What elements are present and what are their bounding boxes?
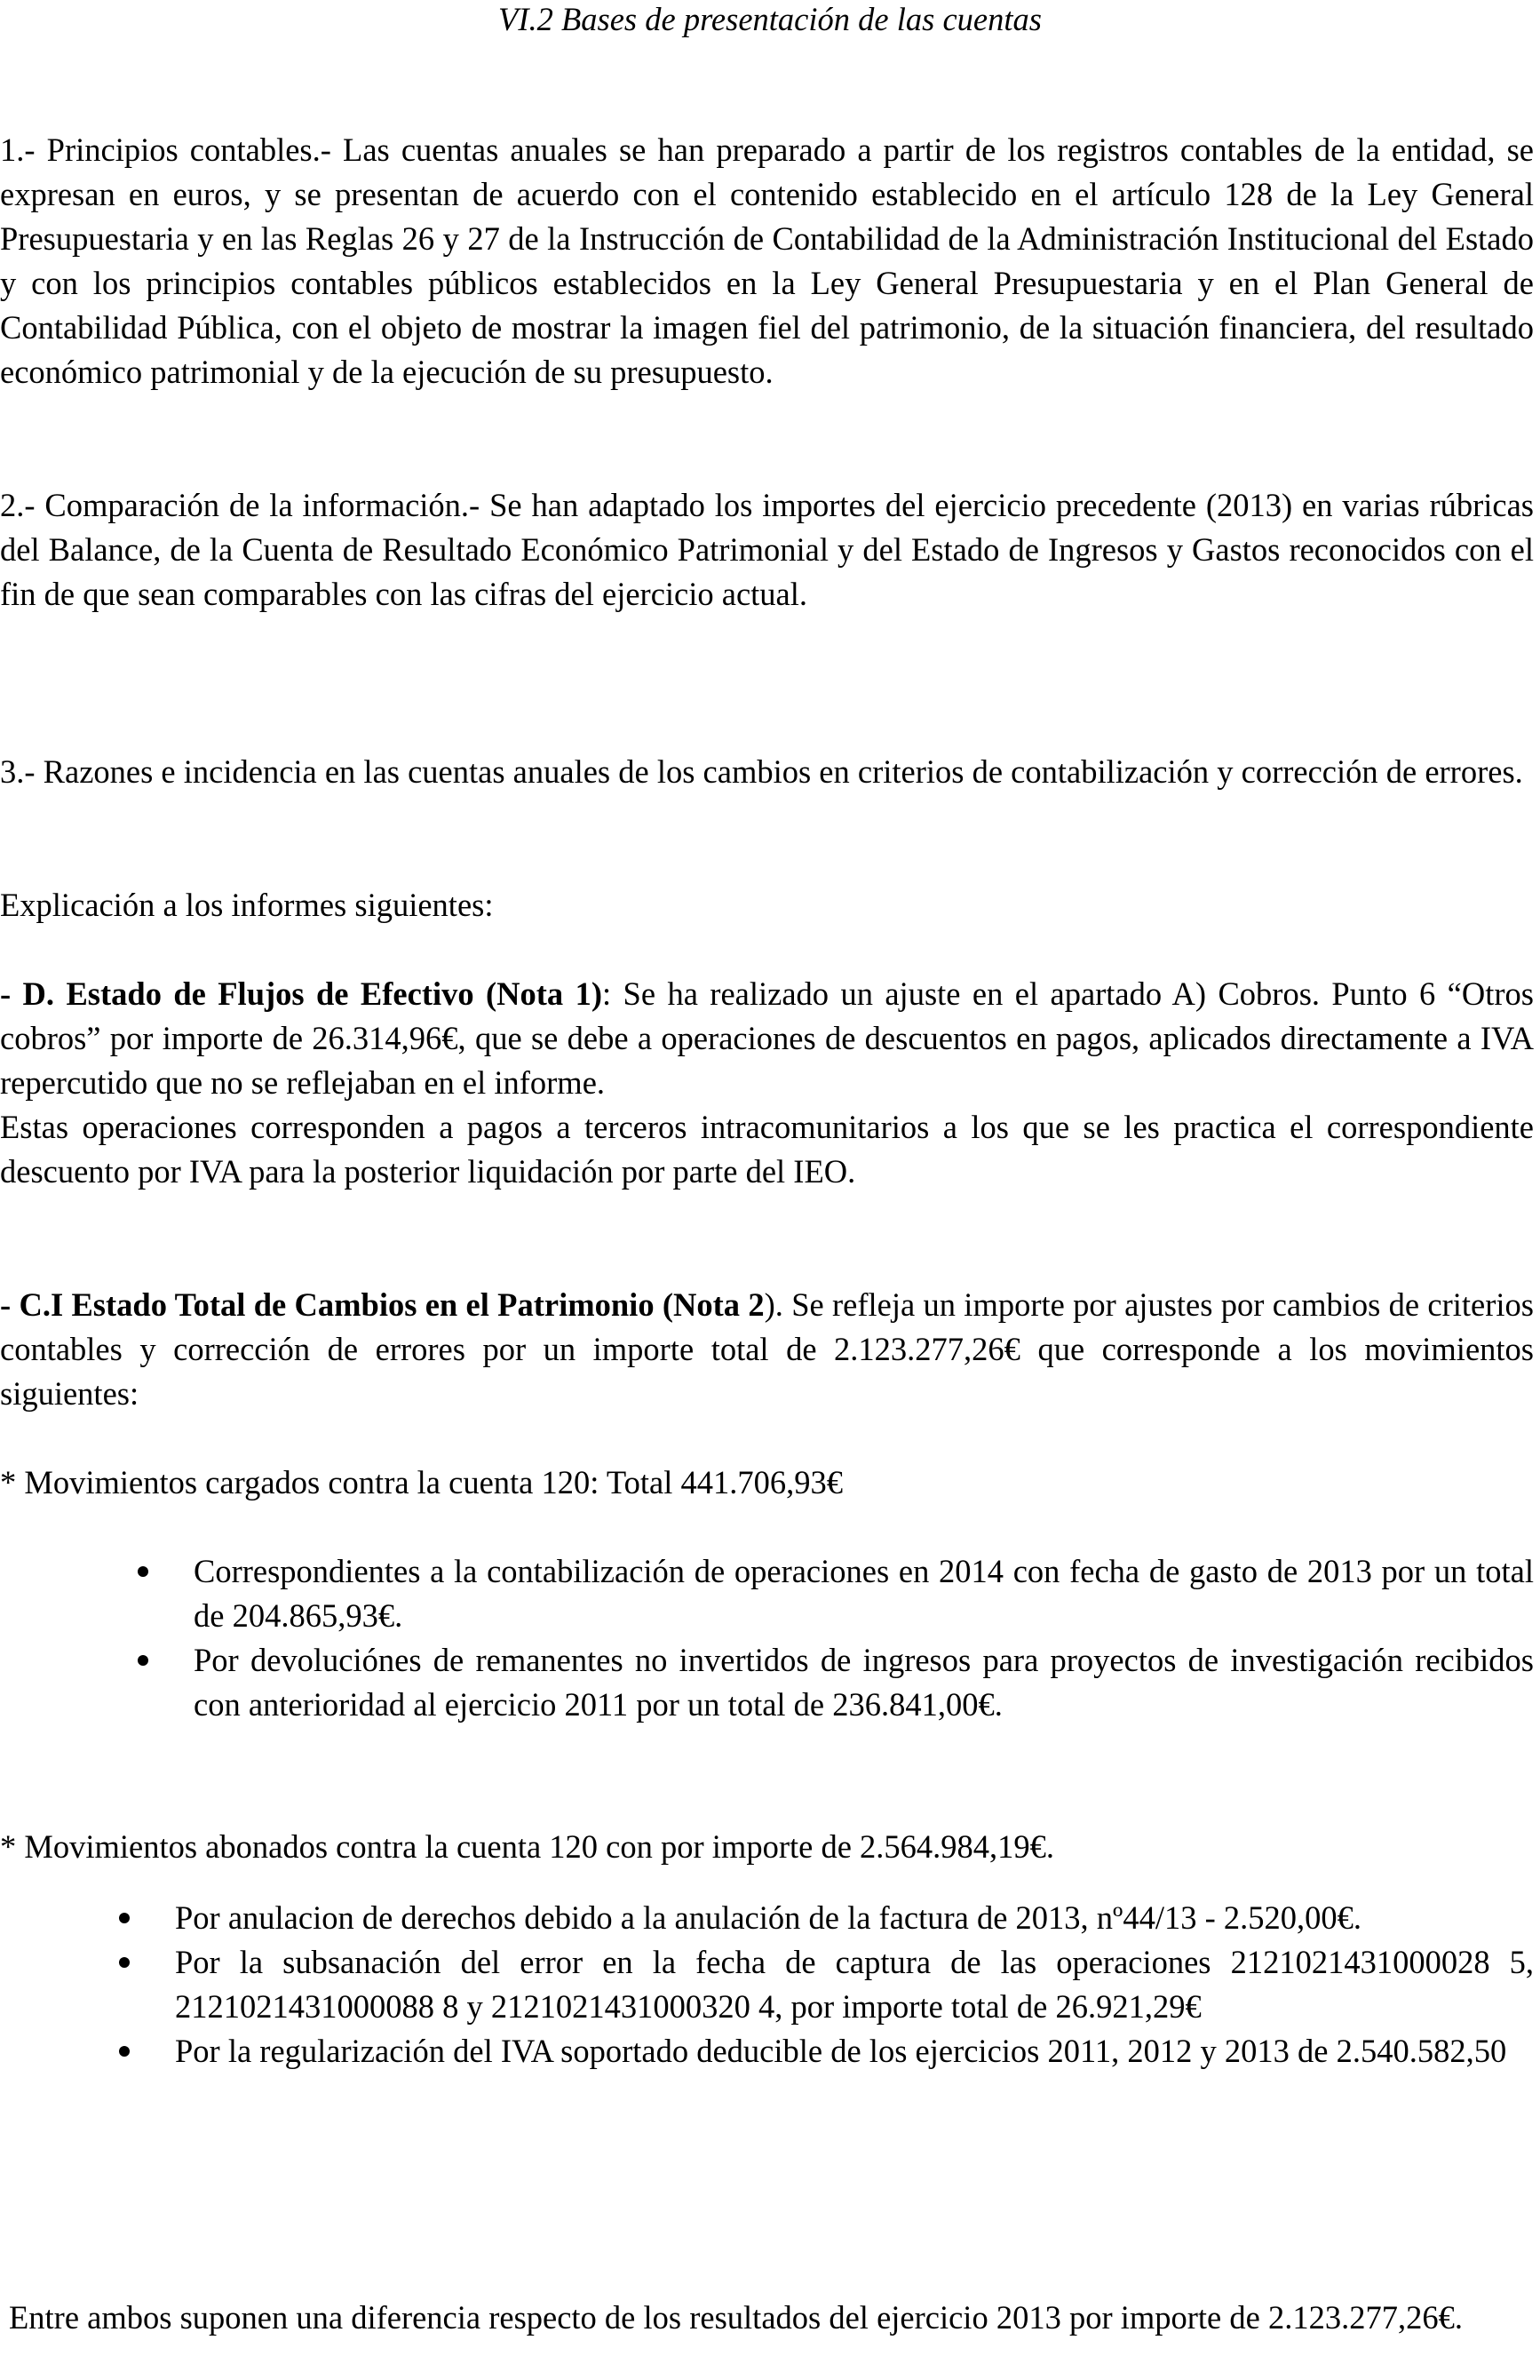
paragraph-explicacion-informes: Explicación a los informes siguientes: [0, 887, 494, 923]
bullet-icon [119, 2046, 130, 2057]
list-item [175, 2029, 1534, 2074]
paragraph-comparacion-informacion: 2.- Comparación de la información.- Se han adaptado los importes del ejercicio precedente (2013) en varias rúbricas del Balance, de la Cuenta de Resultado Económico Patrimonial y del Estado de Ingresos y Gastos reconocidos con el fin de que sean comparables con las cifras del ejercicio actual. [0, 487, 1534, 612]
heading-estado-flujos-efectivo: - D. Estado de Flujos de Efectivo (Nota 1) [0, 975, 602, 1012]
list-item-text: Por anulacion de derechos debido a la anulación de la factura de 2013, nº44/13 - 2.520,00€. [175, 1899, 1362, 1936]
text-estado-cambios-patrimonio: ). Se refleja un importe por ajustes por cambios de criterios contables y corrección de errores por un importe total de 2.123.277,26€ que corresponde a los movimientos siguientes: [0, 1286, 1534, 1412]
paragraph-movimientos-abonados: * Movimientos abonados contra la cuenta 120 con por importe de 2.564.984,19€. [0, 1828, 1055, 1865]
list-movimientos-cargados [194, 1549, 1534, 1727]
paragraph-estado-flujos-efectivo [0, 972, 1534, 1105]
bullet-icon [138, 1566, 148, 1577]
heading-estado-cambios-patrimonio: - C.I Estado Total de Cambios en el Patrimonio (Nota 2 [0, 1286, 765, 1323]
list-item [194, 1549, 1534, 1638]
list-item-text: Correspondientes a la contabilización de operaciones en 2014 con fecha de gasto de 2013 por un total de 204.865,93€. [194, 1553, 1534, 1634]
paragraph-razones-incidencia: 3.- Razones e incidencia en las cuentas anuales de los cambios en criterios de contabilización y corrección de errores. [0, 753, 1523, 790]
paragraph-estado-cambios-patrimonio [0, 1283, 1534, 1416]
list-item [194, 1638, 1534, 1727]
paragraph-movimientos-cargados: * Movimientos cargados contra la cuenta 120: Total 441.706,93€ [0, 1464, 843, 1500]
list-item [175, 1896, 1534, 1940]
bullet-icon [119, 1913, 130, 1923]
paragraph-principios-contables: 1.- Principios contables.- Las cuentas anuales se han preparado a partir de los registros contables de la entidad, se expresan en euros, y se presentan de acuerdo con el contenido establecido en el artículo 128 de la Ley General Presupuestaria y en las Reglas 26 y 27 de la Instrucción de Contabilidad de la Administración Institucional del Estado y con los principios contables públicos establecidos en la Ley General Presupuestaria y en el Plan General de Contabilidad Pública, con el objeto de mostrar la imagen fiel del patrimonio, de la situación financiera, del resultado económico patrimonial y de la ejecución de su presupuesto. [0, 131, 1534, 390]
list-item-text: Por la regularización del IVA soportado deducible de los ejercicios 2011, 2012 y 2013 de 2.540.582,50 [175, 2033, 1507, 2069]
bullet-icon [138, 1655, 148, 1666]
text-estado-flujos-efectivo: : Se ha realizado un ajuste en el apartado A) Cobros. Punto 6 “Otros cobros” por importe de 26.314,96€, que se debe a operaciones de descuentos en pagos, aplicados directamente a IVA repercutido que no se reflejaban en el informe. [0, 975, 1534, 1101]
list-movimientos-abonados [175, 1896, 1534, 2074]
list-item-text: Por devoluciónes de remanentes no invertidos de ingresos para proyectos de investigación recibidos con anterioridad al ejercicio 2011 por un total de 236.841,00€. [194, 1642, 1534, 1723]
list-item [175, 1940, 1534, 2029]
paragraph-operaciones-intracomunitarias: Estas operaciones corresponden a pagos a terceros intracomunitarios a los que se les practica el correspondiente descuento por IVA para la posterior liquidación por parte del IEO. [0, 1109, 1534, 1190]
paragraph-diferencia-resultados: Entre ambos suponen una diferencia respecto de los resultados del ejercicio 2013 por importe de 2.123.277,26€. [9, 2299, 1463, 2336]
section-title: VI.2 Bases de presentación de las cuentas [498, 1, 1042, 37]
list-item-text: Por la subsanación del error en la fecha de captura de las operaciones 2121021431000028 5, 2121021431000088 8 y 2121021431000320 4, por importe total de 26.921,29€ [175, 1944, 1534, 2025]
bullet-icon [119, 1957, 130, 1968]
